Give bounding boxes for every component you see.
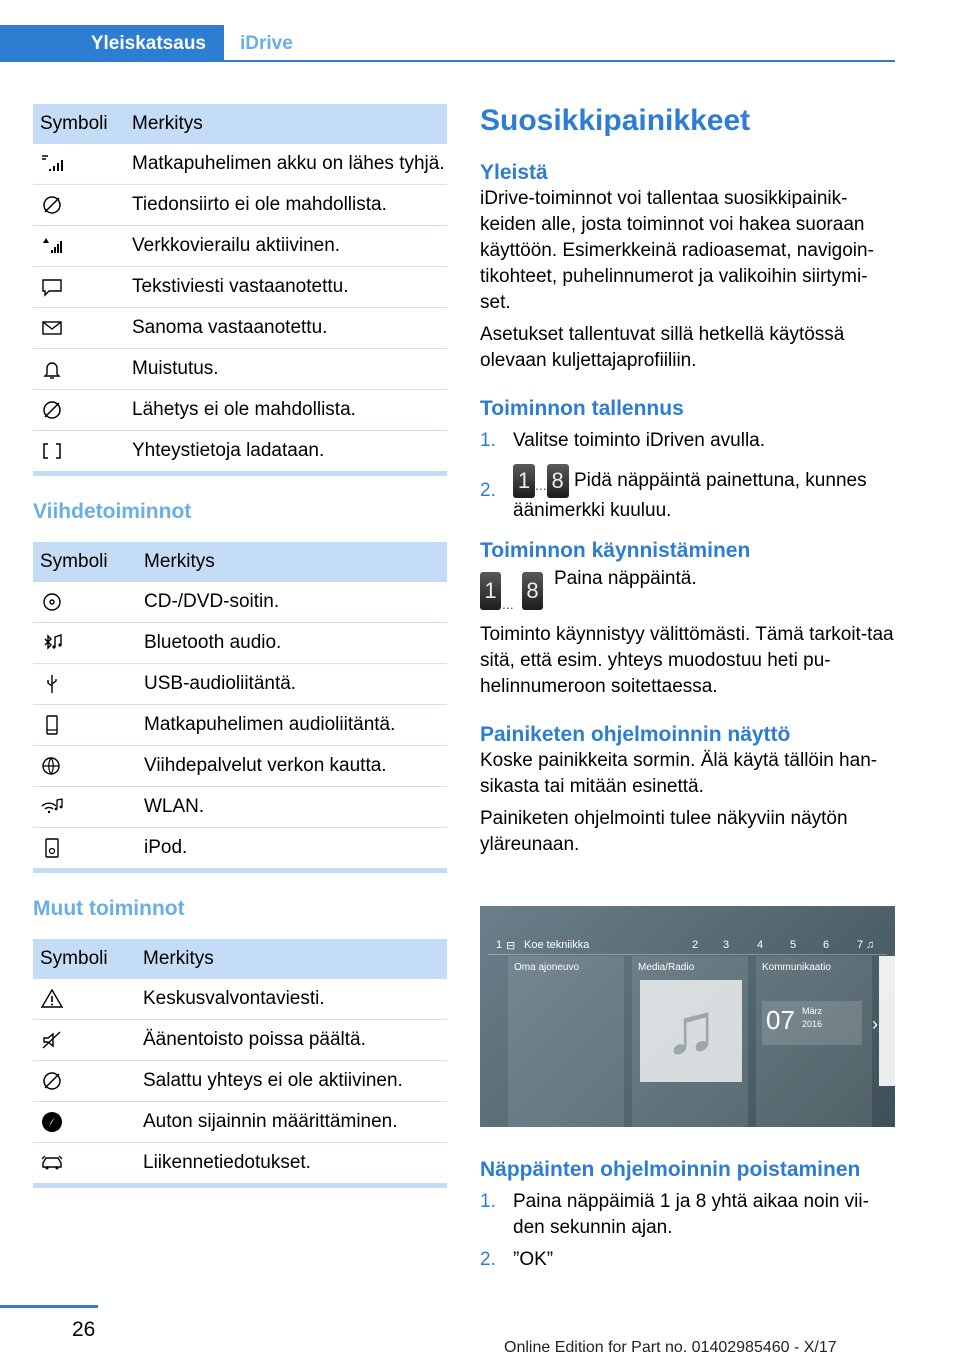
phone-audio-icon [40, 713, 64, 737]
tile-label: Kommunikaatio [762, 962, 831, 973]
wlan-icon [40, 795, 64, 819]
table-row [33, 349, 447, 390]
fav-number: 7 [857, 939, 864, 951]
heading-start: Toiminnon käynnistäminen [480, 539, 751, 562]
heading-save: Toiminnon tallennus [480, 397, 684, 420]
date-month: März [802, 1006, 822, 1016]
step-number: 2. [480, 480, 496, 501]
table-row [33, 431, 447, 472]
delete-steps [480, 1189, 896, 1273]
header-bar [0, 25, 895, 62]
phone-battery-low-icon [40, 152, 64, 176]
col-meaning-header: Merkitys [137, 542, 447, 582]
location-icon [40, 1110, 64, 1134]
row-text: Muistutus. [125, 349, 447, 390]
traffic-info-icon [40, 1151, 64, 1175]
start-text: Paina näppäintä. [554, 568, 697, 589]
table-row [33, 226, 447, 267]
display-paragraph-1: Koske painikkeita sormin. Älä käytä tällöin han-sikasta tai mitään esinettä. [480, 750, 878, 797]
col-symbol-header: Symboli [33, 542, 137, 582]
online-entertainment-icon [40, 754, 64, 778]
envelope-icon [40, 316, 64, 340]
fav-number: 5 [790, 939, 797, 951]
favorite-key-8-icon: 8 [547, 464, 569, 498]
tile-label: Media/Radio [638, 962, 695, 973]
row-text: USB-audioliitäntä. [137, 664, 447, 705]
table-end-rule [33, 471, 447, 476]
step-text: Paina näppäimiä 1 ja 8 yhtä aikaa noin vii-den sekunnin ajan. [513, 1191, 869, 1238]
col-meaning-header: Merkitys [125, 104, 447, 144]
tab-idrive[interactable]: iDrive [240, 32, 293, 54]
row-text: Tekstiviesti vastaanotettu. [125, 267, 447, 308]
screen-divider [488, 954, 887, 955]
contacts-loading-icon [40, 439, 64, 463]
calendar-widget [762, 1001, 862, 1045]
heading-delete: Näppäinten ohjelmoinnin poistaminen [480, 1158, 861, 1181]
row-text: Matkapuhelimen audioliitäntä. [137, 705, 447, 746]
table-end-rule [33, 868, 447, 873]
album-art [640, 980, 742, 1082]
step-number: 1. [480, 430, 496, 451]
table-row [33, 185, 447, 226]
text-message-icon [40, 275, 64, 299]
roaming-icon [40, 234, 64, 258]
no-data-transfer-icon [40, 193, 64, 217]
chevron-right-icon: › [872, 1014, 878, 1034]
row-text: CD-/DVD-soitin. [137, 582, 447, 623]
table-row [33, 390, 447, 431]
fav-number: 1 [496, 939, 503, 951]
fav-label: Koe tekniikka [524, 939, 590, 951]
table-row [33, 623, 447, 664]
heading-general: Yleistä [480, 161, 548, 184]
date-day: 07 [766, 1005, 795, 1035]
tab-yleiskatsaus[interactable]: Yleiskatsaus [0, 25, 224, 62]
left-column [33, 104, 447, 1188]
table-row [33, 1143, 447, 1184]
no-encryption-icon [40, 1069, 64, 1093]
row-text: Viihdepalvelut verkon kautta. [137, 746, 447, 787]
fav-number: 4 [757, 939, 764, 951]
start-paragraph: Toiminto käynnistyy välittömästi. Tämä tarkoit-taa sitä, että esim. yhteys muodostuu heti pu-helinnumeroon soitettaessa. [480, 624, 894, 697]
favorite-key-8-icon: 8 [522, 572, 543, 610]
row-text: Verkkovierailu aktiivinen. [125, 226, 447, 267]
symbol-table-entertainment [33, 542, 447, 868]
fav-number: 6 [823, 939, 830, 951]
section-heading-entertainment: Viihdetoiminnot [33, 500, 192, 523]
right-column [480, 102, 896, 858]
tile-label: Oma ajoneuvo [514, 962, 580, 973]
list-item [480, 428, 896, 454]
table-row [33, 664, 447, 705]
step-number: 2. [480, 1249, 496, 1270]
usb-icon [40, 672, 64, 696]
row-text: Salattu yhteys ei ole aktiivinen. [136, 1061, 447, 1102]
table-end-rule [33, 1183, 447, 1188]
fav-number: 2 [692, 939, 699, 951]
table-row [33, 828, 447, 869]
key-ellipsis: ... [535, 477, 547, 493]
list-item [480, 464, 896, 524]
table-row [33, 144, 447, 185]
row-text: Lähetys ei ole mahdollista. [125, 390, 447, 431]
table-row [33, 582, 447, 623]
car-icon: ⊟ [506, 940, 516, 952]
row-text: Keskusvalvontaviesti. [136, 979, 447, 1020]
music-note-icon: ♫ [866, 939, 875, 951]
table-row [33, 1102, 447, 1143]
sound-off-icon [40, 1028, 64, 1052]
general-paragraph-1: iDrive-toiminnot voi tallentaa suosikkipainik-keiden alle, josta toiminnot voi hakea suoraan käyttöön. Esimerkkeinä radioasemat, navigoin-tikohteet, puhelinnumerot ja valikoihin siirtymi-set. [480, 188, 874, 313]
page-title: Suosikkipainikkeet [480, 104, 751, 137]
symbol-table-other [33, 939, 447, 1183]
fav-number: 3 [723, 939, 730, 951]
col-symbol-header: Symboli [33, 104, 125, 144]
bell-icon [40, 357, 64, 381]
symbol-table-phone [33, 104, 447, 471]
list-item [480, 1247, 896, 1273]
step-text: Valitse toiminto iDriven avulla. [513, 430, 766, 451]
row-text: Yhteystietoja ladataan. [132, 440, 325, 461]
favorite-buttons-screen [480, 906, 895, 1127]
footer-rule [0, 1305, 98, 1308]
no-transmission-icon [40, 398, 64, 422]
table-row [33, 787, 447, 828]
col-meaning-header: Merkitys [136, 939, 447, 979]
table-row [33, 1061, 447, 1102]
favorite-key-1-icon: 1 [480, 572, 501, 610]
general-paragraph-2: Asetukset tallentuvat sillä hetkellä käytössä olevaan kuljettajaprofiiliin. [480, 324, 845, 371]
row-text: Auton sijainnin määrittäminen. [136, 1102, 447, 1143]
display-paragraph-2: Painiketen ohjelmointi tulee näkyviin näytön yläreunaan. [480, 808, 848, 855]
start-keys-row [480, 568, 896, 622]
col-symbol-header: Symboli [33, 939, 136, 979]
bluetooth-audio-icon [40, 631, 64, 655]
section-heading-other: Muut toiminnot [33, 897, 185, 920]
page-number: 26 [72, 1318, 96, 1341]
row-text: Bluetooth audio. [137, 623, 447, 664]
screen-favorites-bar [480, 906, 895, 952]
row-text: Matkapuhelimen akku on lähes tyhjä. [125, 144, 447, 185]
right-column-lower [480, 1157, 896, 1273]
row-text: Sanoma vastaanotettu. [125, 308, 447, 349]
table-row [33, 746, 447, 787]
music-note-icon: ♫ [664, 989, 718, 1069]
key-ellipsis: ... [502, 596, 514, 612]
favorite-key-1-icon: 1 [513, 464, 535, 498]
row-text: Äänentoisto poissa päältä. [136, 1020, 447, 1061]
step-number: 1. [480, 1191, 496, 1212]
warning-triangle-icon [40, 987, 64, 1011]
ipod-icon [40, 836, 64, 860]
row-text: WLAN. [137, 787, 447, 828]
save-steps [480, 428, 896, 524]
footer-edition: Online Edition for Part no. 01402985460 - X/17 [504, 1339, 837, 1356]
row-text: Tiedonsiirto ei ole mahdollista. [125, 185, 447, 226]
table-row [33, 308, 447, 349]
date-year: 2016 [802, 1019, 823, 1029]
table-row [33, 1020, 447, 1061]
table-row [33, 979, 447, 1020]
row-text: iPod. [144, 837, 188, 858]
step-text: ”OK” [513, 1249, 554, 1270]
table-row [33, 267, 447, 308]
header-rule [0, 60, 895, 62]
table-row [33, 705, 447, 746]
side-panel [879, 956, 895, 1086]
cd-icon [40, 590, 64, 614]
row-text: Liikennetiedotukset. [143, 1152, 311, 1173]
heading-display: Painiketen ohjelmoinnin näyttö [480, 723, 791, 746]
step-text: Pidä näppäintä painettuna, kunnes äänimerkki kuuluu. [513, 470, 867, 521]
tile-my-vehicle [508, 956, 624, 1127]
list-item [480, 1189, 896, 1241]
